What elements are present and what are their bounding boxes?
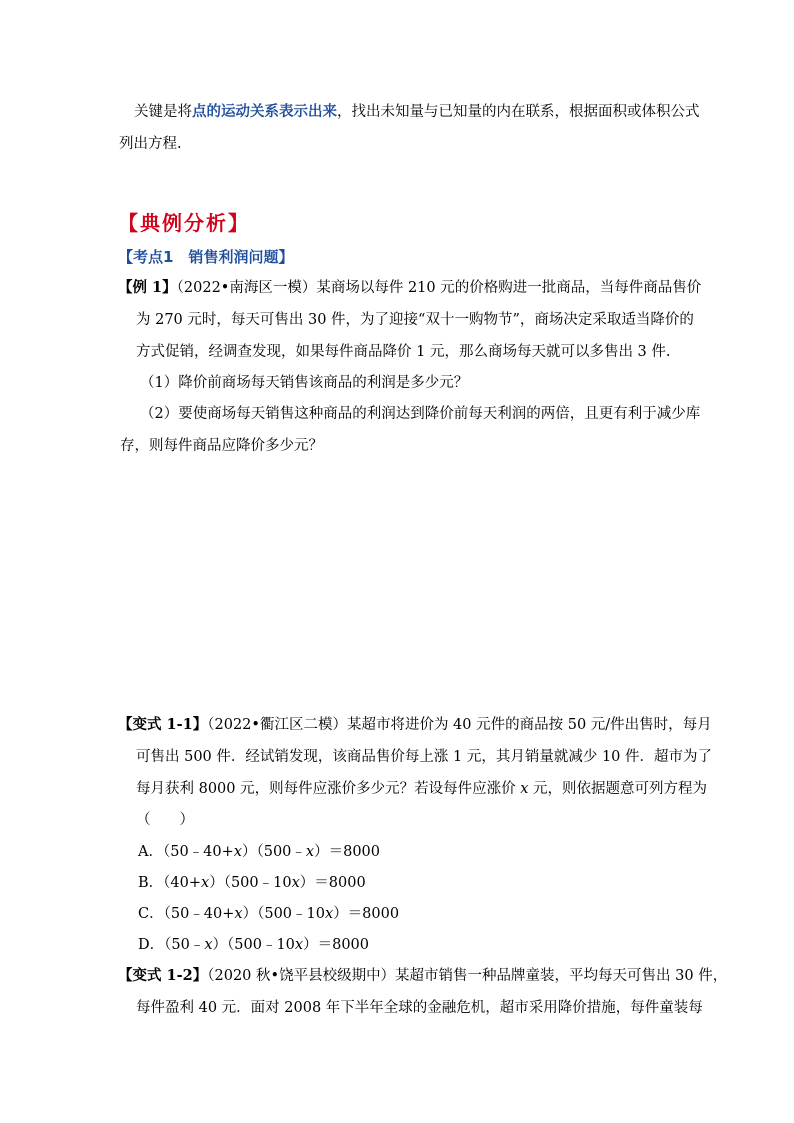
variant11-blank: （ ） xyxy=(136,812,194,828)
example1-line-2: 为 270 元时，每天可售出 30 件，为了迎接“双十一购物节”，商场决定采取适当降价的 xyxy=(136,312,694,328)
intro-line-2: 列出方程. xyxy=(119,136,182,152)
option-text: ）（500﹣ xyxy=(241,844,306,860)
option-text: ）＝8000 xyxy=(299,875,366,891)
example1-label: 【例 1】 xyxy=(118,279,177,296)
intro-prefix: 关键是将 xyxy=(134,104,192,120)
example1-question-2-line-1: （2）要使商场每天销售这种商品的利润达到降价前每天利润的两倍，且更有利于减少库 xyxy=(140,406,701,422)
option-var: x xyxy=(201,875,210,891)
option-letter: C． xyxy=(138,906,164,922)
intro-emphasis: 点的运动关系表示出来 xyxy=(192,104,337,120)
variant11-line-1 xyxy=(118,715,712,735)
option-text: ）＝8000 xyxy=(314,844,381,860)
variant11-text-1: （2022•衢江区二模）某超市将进价为 40 元件的商品按 50 元/件出售时，每月 xyxy=(207,717,712,733)
variant12-line-1 xyxy=(118,966,727,986)
option-text: ）（500﹣10 xyxy=(209,875,292,891)
example1-question-1: （1）降价前商场每天销售该商品的利润是多少元？ xyxy=(140,375,469,391)
variant12-text-1: （2020 秋•饶平县校级期中）某超市销售一种品牌童装，平均每天可售出 30 件， xyxy=(207,968,728,984)
variant11-text-3a: 每月获利 8000 元，则每件应涨价多少元？若设每件应涨价 xyxy=(136,781,521,797)
option-text: ）＝8000 xyxy=(333,906,400,922)
intro-suffix: ，找出未知量与已知量的内在联系，根据面积或体积公式 xyxy=(337,104,700,120)
option-text: ）（500﹣10 xyxy=(212,937,295,953)
option-var: x xyxy=(325,906,334,922)
option-c xyxy=(138,904,399,924)
example1-question-2-line-2: 存，则每件商品应降价多少元？ xyxy=(120,438,323,454)
option-text: （40+ xyxy=(163,875,202,891)
example1-text-1: （2022•南海区一模）某商场以每件 210 元的价格购进一批商品，当每件商品售价 xyxy=(176,280,702,296)
option-var: x xyxy=(294,937,304,953)
example1-line-3: 方式促销，经调查发现，如果每件商品降价 1 元，那么商场每天就可以多售出 3 件. xyxy=(136,344,671,360)
option-var: x xyxy=(305,844,315,860)
intro-line-1 xyxy=(134,102,700,122)
option-letter: A． xyxy=(138,844,163,860)
example1-line-1 xyxy=(118,278,701,298)
variant11-var: x xyxy=(520,781,529,797)
option-text: （50﹣40+ xyxy=(163,906,235,922)
option-var: x xyxy=(233,844,242,860)
option-a xyxy=(138,842,380,862)
option-text: ）＝8000 xyxy=(303,937,370,953)
option-b xyxy=(138,873,366,893)
variant11-line-2: 可售出 500 件．经试销发现，该商品售价每上涨 1 元，其月销量就减少 10 件．超市为了 xyxy=(136,749,713,765)
variant11-label: 【变式 1-1】 xyxy=(118,716,208,733)
section-title: 【典例分析】 xyxy=(118,211,250,235)
topic-title: 【考点1 销售利润问题】 xyxy=(118,248,294,266)
variant12-line-2: 每件盈利 40 元．面对 2008 年下半年全球的金融危机，超市采用降价措施，每件童装每 xyxy=(136,1000,703,1016)
option-text: （50﹣40+ xyxy=(162,844,234,860)
option-d xyxy=(138,935,369,955)
option-letter: B． xyxy=(138,875,164,891)
option-var: x xyxy=(291,875,300,891)
option-text: ）（500﹣10 xyxy=(242,906,325,922)
variant11-line-3 xyxy=(136,779,707,799)
option-var: x xyxy=(234,906,243,922)
option-text: （50﹣ xyxy=(164,937,205,953)
option-var: x xyxy=(204,937,213,953)
option-letter: D． xyxy=(138,937,165,953)
variant11-text-3b: 元，则依据题意可列方程为 xyxy=(528,781,708,797)
variant12-label: 【变式 1-2】 xyxy=(118,967,208,984)
